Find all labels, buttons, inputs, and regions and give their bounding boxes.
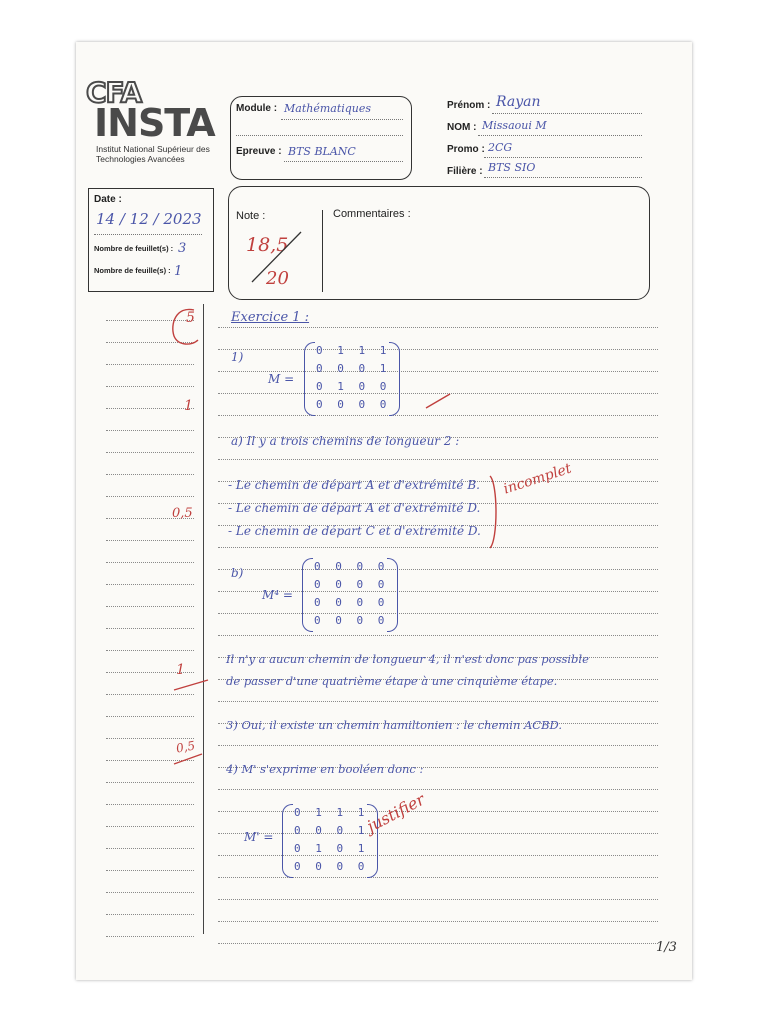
- nom-value: Missaoui M: [482, 119, 547, 132]
- comment-justifier: justifier: [363, 789, 428, 836]
- exercise-title: Exercice 1 :: [231, 310, 310, 325]
- nom-line: [478, 135, 642, 136]
- q1-label: 1): [231, 350, 244, 364]
- promo-line: [484, 157, 642, 158]
- note-divider: [322, 210, 323, 292]
- promo-value: 2CG: [488, 141, 513, 154]
- path-item-2: - Le chemin de départ A et d'extrémité D.: [228, 501, 481, 515]
- path-item-3: - Le chemin de départ C et d'extrémité D.: [228, 524, 481, 538]
- note-total: 20: [266, 268, 289, 289]
- filiere-label: Filière :: [447, 166, 483, 177]
- epreuve-value: BTS BLANC: [288, 145, 356, 158]
- logo-insta: INSTA: [94, 101, 215, 145]
- question-3: 3) Oui, il existe un chemin hamiltonien : le chemin ACBD.: [226, 718, 563, 732]
- prenom-label: Prénom :: [447, 100, 491, 111]
- matrix-mprime: 0 1 1 1 0 0 0 1 0 1 0 1 0 0 0 0: [294, 804, 368, 876]
- filiere-line: [484, 177, 642, 178]
- note-value: 18,5: [246, 234, 289, 256]
- commentaires-label: Commentaires :: [333, 208, 411, 220]
- check-mark-3: [172, 752, 206, 766]
- question-a: a) Il y a trois chemins de longueur 2 :: [231, 434, 460, 448]
- epreuve-line: [284, 161, 403, 162]
- paragraph-line-1: Il n'y a aucun chemin de longueur 4, il n'est donc pas possible: [226, 652, 589, 666]
- score-2: 1: [184, 398, 193, 414]
- matrix-m: 0 1 1 1 0 0 0 1 0 1 0 0 0 0 0 0: [316, 342, 390, 414]
- comment-incomplet: incomplet: [501, 460, 574, 498]
- prenom-line: [492, 113, 642, 114]
- note-label: Note :: [236, 210, 266, 222]
- mprime-label: M' =: [244, 830, 274, 844]
- nom-label: NOM :: [447, 122, 477, 133]
- question-4: 4) M' s'exprime en booléen donc :: [226, 762, 424, 776]
- prenom-value: Rayan: [496, 94, 541, 110]
- score-3: 0,5: [172, 506, 193, 521]
- module-label: Module :: [236, 103, 278, 114]
- margin-line: [203, 304, 204, 934]
- score-1: 5: [186, 310, 195, 326]
- logo-cfa: CFA: [86, 76, 142, 109]
- promo-label: Promo :: [447, 144, 485, 155]
- feuillets-label: Nombre de feuillet(s) :: [94, 244, 174, 253]
- check-mark-1: [424, 390, 454, 412]
- exam-sheet: [76, 42, 692, 980]
- module-line: [236, 135, 403, 136]
- feuille-value: 1: [174, 264, 183, 279]
- path-item-1: - Le chemin de départ A et d'extrémité B.: [228, 478, 480, 492]
- check-mark-2: [172, 676, 212, 694]
- logo-subtitle: Institut National Supérieur des Technologies Avancées: [96, 144, 210, 164]
- page-number: 1/3: [656, 940, 677, 955]
- feuillets-value: 3: [178, 241, 187, 256]
- date-label: Date :: [94, 194, 122, 205]
- module-line: [281, 119, 403, 120]
- bracket: [488, 474, 502, 550]
- m4-label: M⁴ =: [262, 588, 293, 602]
- m-label: M =: [268, 372, 295, 386]
- feuille-label: Nombre de feuille(s) :: [94, 266, 171, 275]
- matrix-m4: 0 0 0 0 0 0 0 0 0 0 0 0 0 0 0 0: [314, 558, 388, 630]
- score-5: 0,5: [174, 738, 197, 756]
- filiere-value: BTS SIO: [488, 161, 536, 174]
- date-line: [94, 234, 202, 235]
- date-value: 14 / 12 / 2023: [96, 210, 202, 228]
- paragraph-line-2: de passer d'une quatrième étape à une cinquième étape.: [226, 674, 558, 688]
- epreuve-label: Epreuve :: [236, 146, 282, 157]
- score-4: 1: [176, 662, 185, 678]
- qb-label: b): [231, 566, 244, 580]
- module-value: Mathématiques: [284, 102, 372, 115]
